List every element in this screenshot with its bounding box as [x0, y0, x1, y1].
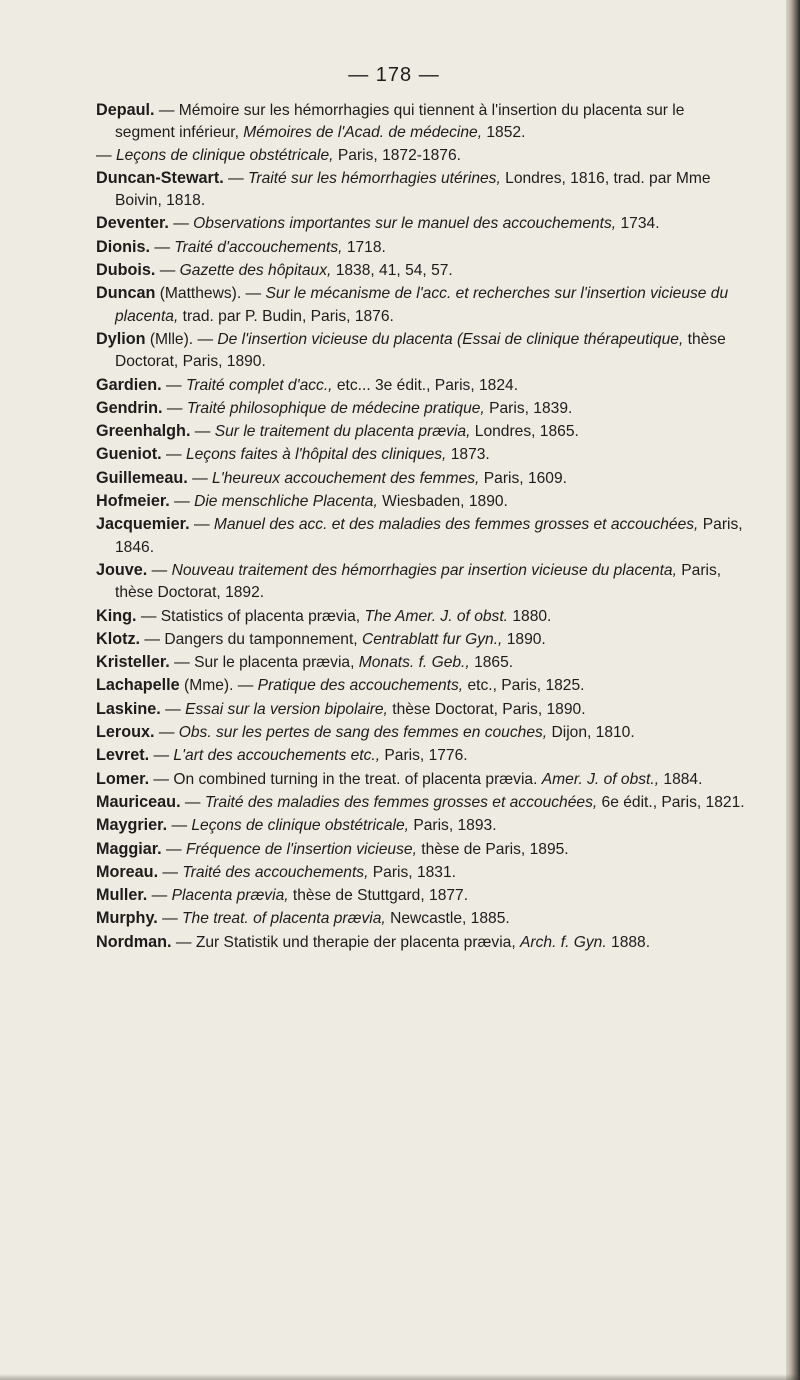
entry-title: Traité des accouchements,	[182, 863, 369, 881]
bibliography-entry	[96, 605, 746, 628]
entry-title: Die menschliche Placenta,	[194, 493, 378, 511]
bibliography-entry	[96, 374, 746, 397]
bottom-edge-shadow	[0, 1374, 800, 1380]
entry-title: Sur le mécanisme de l'acc. et recherches sur l'insertion vicieuse du placenta,	[115, 285, 729, 325]
entry-details: thèse Doctorat, Paris, 1890.	[392, 700, 586, 718]
entry-title: The treat. of placenta prævia,	[182, 910, 386, 928]
entry-text: —	[162, 863, 179, 881]
entry-text: —	[174, 493, 190, 511]
entry-author: Dubois.	[96, 261, 156, 280]
entry-text: —	[166, 399, 183, 417]
bibliography-entry	[96, 791, 746, 814]
entry-text: —	[184, 793, 201, 811]
entry-details: Paris, 1831.	[372, 863, 456, 881]
entry-details: Paris, 1839.	[489, 399, 573, 417]
bibliography-entry	[96, 814, 746, 837]
entry-author: Nordman.	[96, 932, 172, 951]
entry-author: Lachapelle	[96, 676, 180, 695]
entry-author: Jacquemier.	[96, 515, 190, 534]
entry-title: Gazette des hôpitaux,	[179, 262, 332, 280]
entry-text: — Mémoire sur les hémorrhagies qui tiennent à l'insertion du placenta sur le segment inférieur,	[115, 102, 685, 142]
bibliography-entry	[96, 907, 746, 930]
entry-title: Pratique des accouchements,	[257, 677, 464, 695]
entry-author: Duncan	[96, 284, 156, 303]
bibliography-entry	[96, 768, 746, 791]
bibliography-entry	[96, 513, 746, 559]
entry-title: Monats. f. Geb.,	[358, 654, 470, 672]
entry-title: De l'insertion vicieuse du placenta (Essai de clinique thérapeutique,	[217, 330, 684, 348]
bibliography-entry	[96, 420, 746, 443]
entry-author: Deventer.	[96, 214, 169, 233]
bibliography-entry	[96, 651, 746, 674]
entry-details: 1734.	[620, 215, 660, 233]
entry-author: Muller.	[96, 886, 148, 905]
entry-title: The Amer. J. of obst.	[364, 607, 509, 625]
entry-details: 1888.	[611, 933, 651, 951]
entry-author: Hofmeier.	[96, 492, 170, 511]
entry-text: —	[154, 238, 170, 256]
entry-text: —	[151, 887, 168, 905]
page-edge-shadow	[786, 0, 800, 1380]
entry-text: —	[158, 724, 175, 742]
bibliography-entry	[96, 467, 746, 490]
entry-details: Wiesbaden, 1890.	[382, 493, 508, 511]
entry-author: Klotz.	[96, 629, 141, 648]
entry-title: L'heureux accouchement des femmes,	[212, 469, 480, 487]
bibliography-entry	[96, 167, 746, 213]
entry-title: Traité sur les hémorrhagies utérines,	[248, 169, 501, 187]
entry-details: etc... 3e édit., Paris, 1824.	[336, 376, 519, 394]
entry-text: (Mlle). —	[149, 330, 214, 348]
entry-details: 1852.	[486, 124, 526, 142]
bibliography-entry	[96, 931, 746, 954]
entry-details: Paris, 1872-1876.	[337, 146, 461, 164]
entry-details: Londres, 1865.	[474, 423, 579, 441]
entry-author: Gueniot.	[96, 445, 162, 464]
entry-details: 1838, 41, 54, 57.	[335, 262, 453, 280]
bibliography-entry	[96, 236, 746, 259]
entry-text: — Sur le placenta prævia,	[174, 654, 355, 672]
entry-text: (Mme). —	[184, 677, 254, 695]
bibliography-entry	[96, 328, 746, 374]
entry-details: trad. par P. Budin, Paris, 1876.	[182, 307, 394, 325]
entry-author: Murphy.	[96, 909, 158, 928]
entry-text: (Matthews). —	[159, 285, 262, 303]
entry-details: etc., Paris, 1825.	[467, 677, 585, 695]
entry-details: Paris, thèse Doctorat, 1892.	[115, 561, 722, 602]
entry-details: 1890.	[506, 630, 546, 648]
entry-title: Essai sur la version bipolaire,	[185, 700, 388, 718]
bibliography-entry	[96, 212, 746, 235]
entry-details: 1865.	[474, 654, 514, 672]
entry-title: Traité des maladies des femmes grosses et accouchées,	[204, 793, 598, 811]
entry-details: Newcastle, 1885.	[390, 910, 510, 928]
entry-text: — Zur Statistik und therapie der placenta prævia,	[175, 933, 516, 951]
entry-text: —	[192, 469, 208, 487]
entry-details: thèse de Paris, 1895.	[421, 840, 569, 858]
entry-author: Guillemeau.	[96, 468, 188, 487]
entry-title: L'art des accouchements etc.,	[173, 747, 381, 765]
entry-details: Paris, 1893.	[413, 817, 497, 835]
entry-title: Arch. f. Gyn.	[520, 933, 607, 951]
bibliography-entry	[96, 674, 746, 697]
entry-text: —	[166, 840, 182, 858]
entry-text: —	[162, 910, 178, 928]
entry-text: —	[96, 146, 112, 164]
entry-author: Lomer.	[96, 769, 150, 788]
bibliography-entry	[96, 861, 746, 884]
page-number: — 178 —	[348, 64, 440, 86]
entry-author: Dylion	[96, 329, 146, 348]
entry-author: Gendrin.	[96, 398, 163, 417]
entry-title: Leçons de clinique obstétricale,	[191, 817, 409, 835]
entry-details: 1880.	[512, 607, 552, 625]
entry-title: Leçons de clinique obstétricale,	[115, 146, 334, 164]
entry-text: —	[166, 376, 182, 394]
bibliography-entry	[96, 443, 746, 466]
entry-author: Maygrier.	[96, 816, 168, 835]
entry-details: Dijon, 1810.	[551, 724, 635, 742]
entry-title: Centrablatt fur Gyn.,	[361, 630, 503, 648]
bibliography-entry	[96, 628, 746, 651]
entry-title: Traité philosophique de médecine pratique,	[186, 399, 485, 417]
entry-details: Paris, 1846.	[115, 516, 743, 556]
entry-details: thèse Doctorat, Paris, 1890.	[115, 330, 726, 371]
entry-title: Placenta prævia,	[171, 887, 289, 905]
entry-details: 1718.	[346, 238, 386, 256]
bibliography-list	[96, 99, 746, 954]
entry-title: Sur le traitement du placenta prævia,	[214, 423, 471, 441]
entry-author: Kristeller.	[96, 653, 170, 672]
entry-text: — Statistics of placenta prævia,	[140, 607, 361, 625]
entry-author: Maggiar.	[96, 839, 162, 858]
bibliography-entry	[96, 145, 746, 167]
entry-text: —	[194, 423, 211, 441]
entry-title: Obs. sur les pertes de sang des femmes en couches,	[178, 724, 548, 742]
entry-text: — Dangers du tamponnement,	[144, 630, 358, 648]
entry-text: —	[171, 817, 188, 835]
entry-title: Leçons faites à l'hôpital des cliniques,	[185, 446, 447, 464]
entry-details: 1884.	[663, 770, 703, 788]
entry-text: —	[228, 169, 244, 187]
entry-author: Mauriceau.	[96, 792, 181, 811]
entry-title: Mémoires de l'Acad. de médecine,	[243, 124, 483, 142]
entry-title: Observations importantes sur le manuel des accouchements,	[193, 215, 617, 233]
entry-author: King.	[96, 606, 137, 625]
entry-title: Manuel des acc. et des maladies des femmes grosses et accouchées,	[213, 516, 699, 534]
bibliography-entry	[96, 884, 746, 907]
entry-details: 1873.	[450, 446, 490, 464]
entry-author: Laskine.	[96, 699, 161, 718]
entry-author: Gardien.	[96, 375, 162, 394]
entry-title: Nouveau traitement des hémorrhagies par insertion vicieuse du placenta,	[171, 561, 677, 579]
entry-author: Depaul.	[96, 101, 155, 119]
entry-author: Moreau.	[96, 862, 159, 881]
entry-text: —	[151, 561, 168, 579]
entry-author: Leroux.	[96, 723, 155, 742]
entry-author: Dionis.	[96, 237, 150, 256]
bibliography-entry	[96, 559, 746, 605]
bibliography-entry	[96, 721, 746, 744]
bibliography-entry	[96, 282, 746, 328]
bibliography-entry	[96, 838, 746, 861]
entry-title: Traité complet d'acc.,	[185, 376, 333, 394]
entry-text: —	[193, 516, 210, 534]
entry-text: —	[153, 747, 170, 765]
entry-details: Paris, 1776.	[384, 747, 468, 765]
bibliography-entry	[96, 744, 746, 767]
entry-text: —	[159, 262, 176, 280]
bibliography-entry	[96, 99, 746, 145]
entry-details: thèse de Stuttgard, 1877.	[292, 887, 469, 905]
entry-author: Levret.	[96, 746, 150, 765]
entry-text: —	[166, 446, 182, 464]
bibliography-entry	[96, 397, 746, 420]
entry-author: Jouve.	[96, 560, 148, 579]
entry-title: Traité d'accouchements,	[174, 238, 343, 256]
entry-details: Paris, 1609.	[483, 469, 567, 487]
entry-text: —	[165, 700, 181, 718]
entry-title: Amer. J. of obst.,	[541, 770, 660, 788]
entry-text: — On combined turning in the treat. of placenta prævia.	[153, 770, 538, 788]
bibliography-entry	[96, 490, 746, 513]
entry-author: Greenhalgh.	[96, 422, 191, 441]
entry-author: Duncan-Stewart.	[96, 168, 224, 187]
entry-details: Londres, 1816, trad. par Mme Boivin, 1818.	[115, 169, 711, 210]
bibliography-entry	[96, 259, 746, 282]
entry-title: Fréquence de l'insertion vicieuse,	[185, 840, 417, 858]
entry-text: —	[173, 215, 189, 233]
entry-details: 6e édit., Paris, 1821.	[601, 793, 745, 811]
bibliography-entry	[96, 698, 746, 721]
